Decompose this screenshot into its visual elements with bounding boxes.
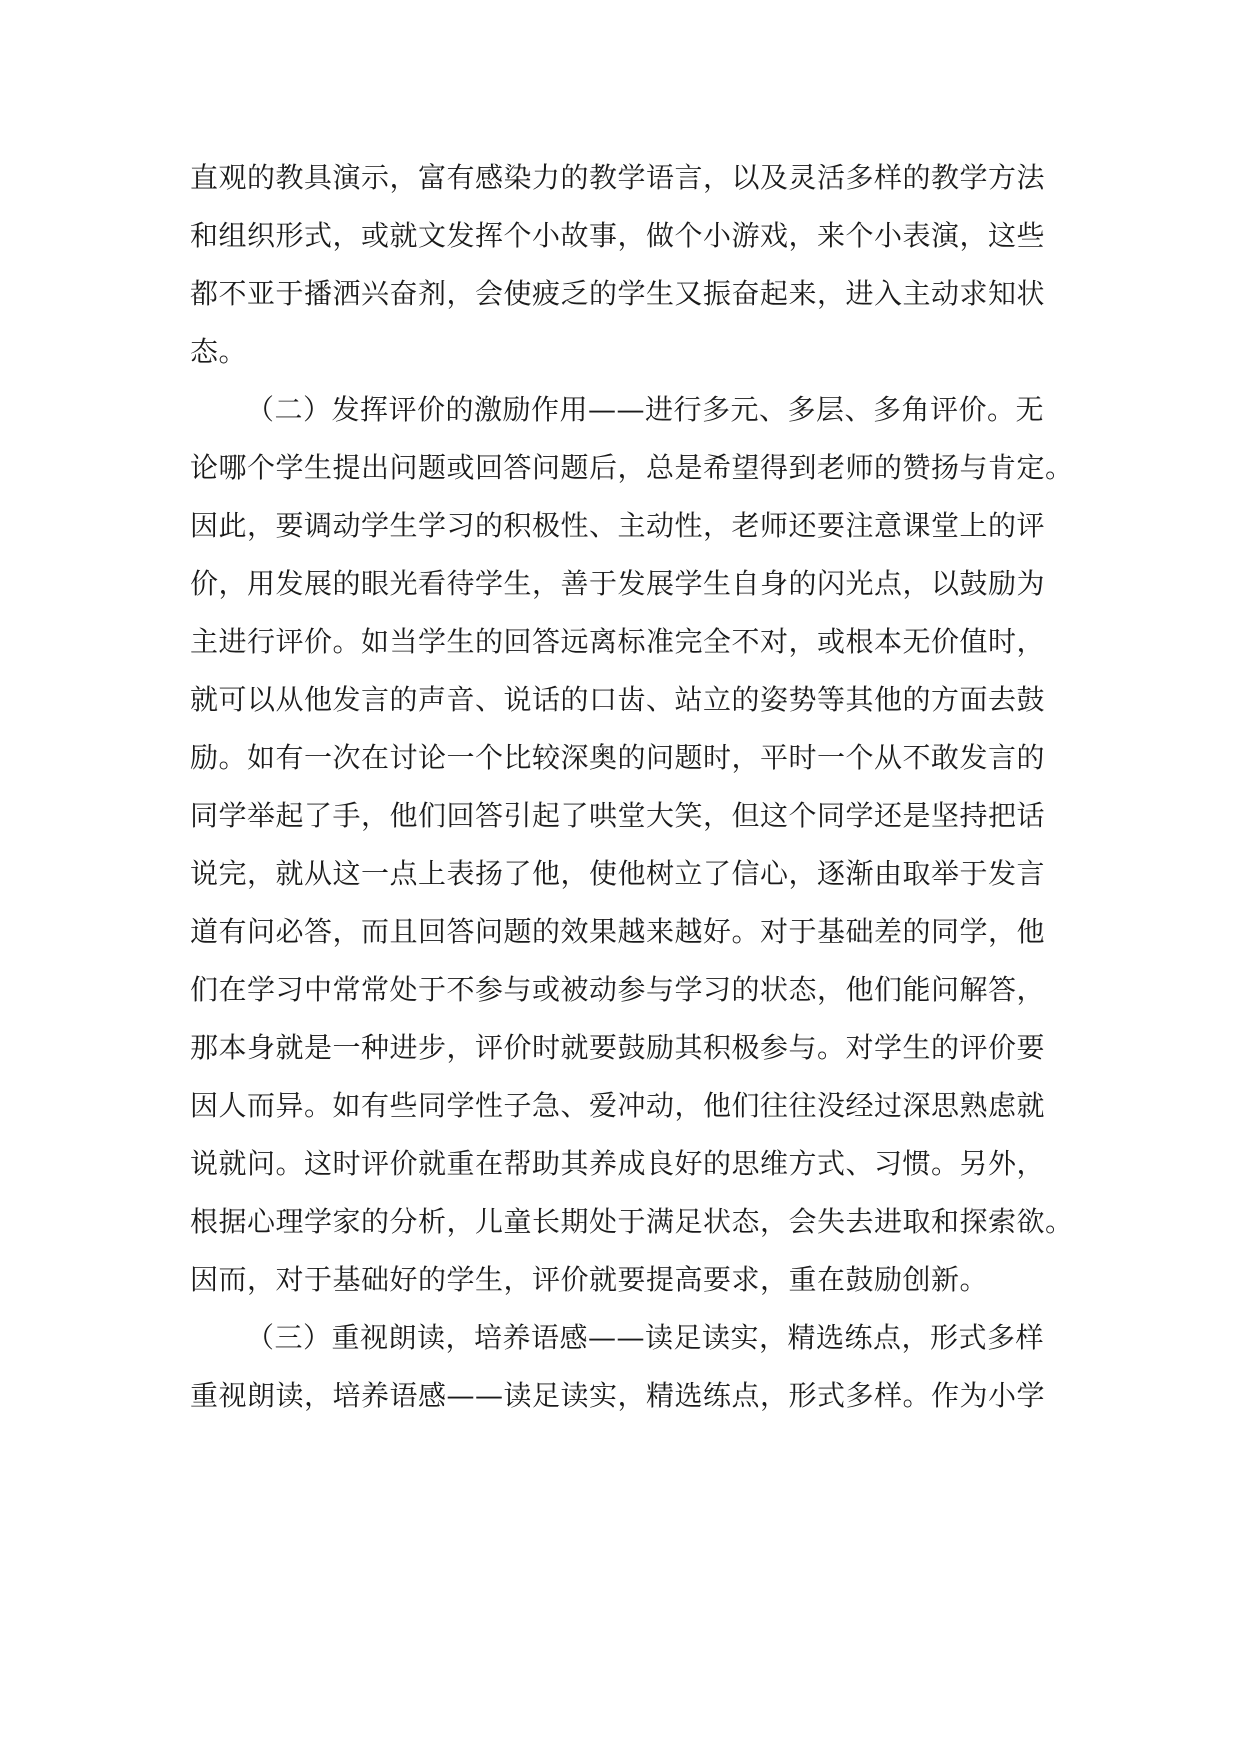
text-line: 都不亚于播洒兴奋剂，会使疲乏的学生又振奋起来，进入主动求知状 <box>190 277 1046 310</box>
text-line: 价，用发展的眼光看待学生，善于发展学生自身的闪光点，以鼓励为 <box>190 567 1046 600</box>
text-line: 励。如有一次在讨论一个比较深奥的问题时，平时一个从不敢发言的 <box>190 741 1046 774</box>
text-line: 因此，要调动学生学习的积极性、主动性，老师还要注意课堂上的评 <box>190 509 1046 542</box>
text-line: 们在学习中常常处于不参与或被动参与学习的状态，他们能问解答， <box>190 973 1046 1006</box>
text-line: 重视朗读，培养语感——读足读实，精选练点，形式多样。作为小学 <box>190 1379 1046 1412</box>
text-line: 主进行评价。如当学生的回答远离标准完全不对，或根本无价值时， <box>190 625 1046 658</box>
text-line: 说就问。这时评价就重在帮助其养成良好的思维方式、习惯。另外， <box>190 1147 1046 1180</box>
text-line: 和组织形式，或就文发挥个小故事，做个小游戏，来个小表演，这些 <box>190 219 1046 252</box>
section-heading-line: （二）发挥评价的激励作用——进行多元、多层、多角评价。无 <box>246 393 1045 426</box>
text-line: 那本身就是一种进步，评价时就要鼓励其积极参与。对学生的评价要 <box>190 1031 1046 1064</box>
text-line: 根据心理学家的分析，儿童长期处于满足状态，会失去进取和探索欲。 <box>190 1205 1074 1238</box>
section-heading-line: （三）重视朗读，培养语感——读足读实，精选练点，形式多样 <box>246 1321 1045 1354</box>
text-line: 论哪个学生提出问题或回答问题后，总是希望得到老师的赞扬与肯定。 <box>190 451 1074 484</box>
text-line: 因而，对于基础好的学生，评价就要提高要求，重在鼓励创新。 <box>190 1263 989 1296</box>
text-line: 态。 <box>190 335 248 368</box>
text-line: 就可以从他发言的声音、说话的口齿、站立的姿势等其他的方面去鼓 <box>190 683 1046 716</box>
text-line: 直观的教具演示，富有感染力的教学语言，以及灵活多样的教学方法 <box>190 161 1046 194</box>
text-line: 因人而异。如有些同学性子急、爱冲动，他们往往没经过深思熟虑就 <box>190 1089 1046 1122</box>
text-line: 说完，就从这一点上表扬了他，使他树立了信心，逐渐由取举于发言 <box>190 857 1046 890</box>
text-line: 同学举起了手，他们回答引起了哄堂大笑，但这个同学还是坚持把话 <box>190 799 1046 832</box>
text-line: 道有问必答，而且回答问题的效果越来越好。对于基础差的同学，他 <box>190 915 1046 948</box>
